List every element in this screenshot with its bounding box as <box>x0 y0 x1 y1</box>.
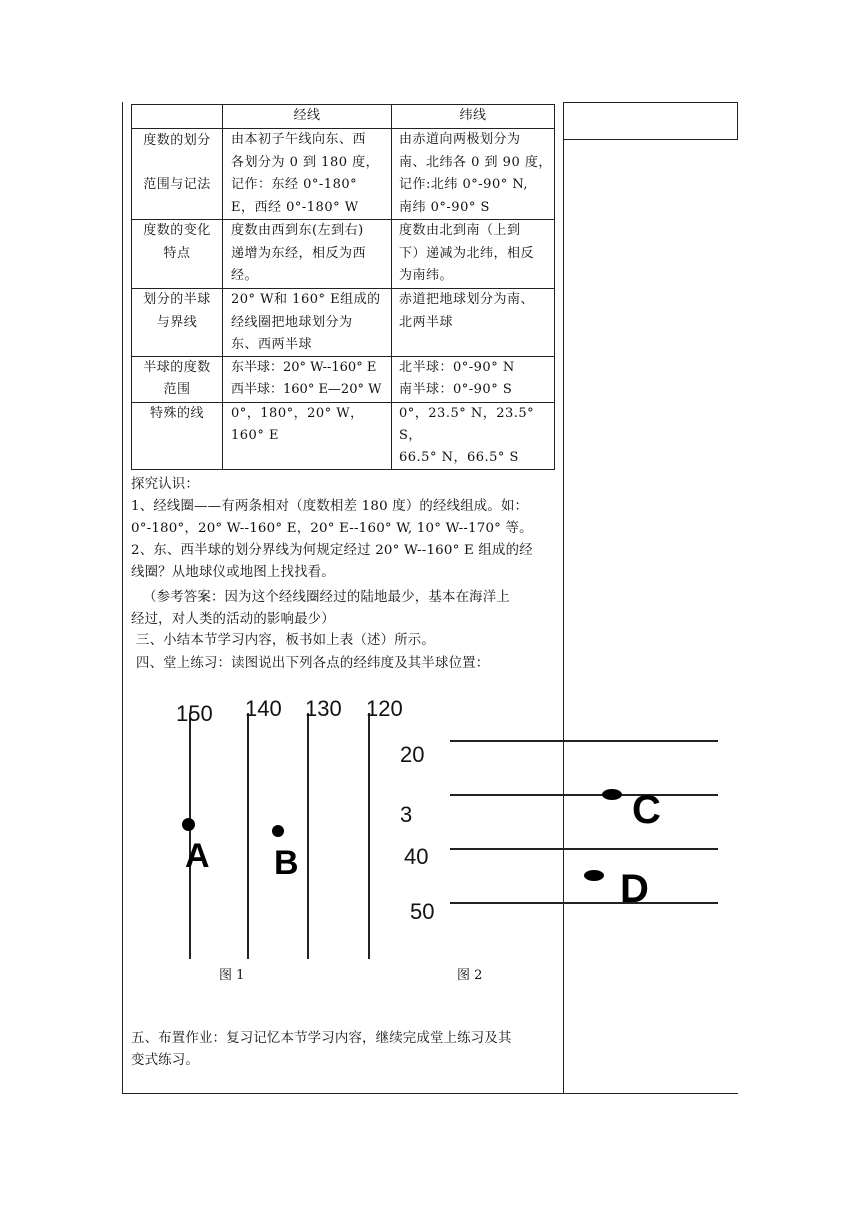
outer-frame-right-top <box>563 102 738 103</box>
paragraph-hemisphere-question: 2、东、西半球的划分界线为何规定经过 20° W--160° E 组成的经 线圈？从地球仪或地图上找找看。 <box>131 543 533 580</box>
longitude-label: 140 <box>245 696 282 721</box>
point-d-label: D <box>620 867 649 911</box>
point-c-label: C <box>632 788 661 832</box>
outer-frame-right <box>737 102 738 140</box>
latitude-label: 20 <box>400 742 425 767</box>
paragraph-reference-answer: （参考答案：因为这个经线圈经过的陆地最少，基本在海洋上 经过，对人类的活动的影响最少） <box>131 590 510 627</box>
point-c-marker <box>602 789 622 800</box>
latitude-line <box>450 902 718 904</box>
latitude-line <box>450 740 718 742</box>
outer-frame-bottom <box>122 1093 738 1094</box>
latitude-line <box>450 848 718 850</box>
table-grid-v3 <box>554 104 555 469</box>
table-header-parallel: 纬线 <box>459 108 487 123</box>
table-cell-meridian: 20° W和 160° E组成的 经线圈把地球划分为 东、西两半球 <box>231 292 381 352</box>
outer-frame-divider <box>563 102 564 1094</box>
longitude-line <box>307 713 309 959</box>
table-cell-parallel: 赤道把地球划分为南、 北两半球 <box>399 292 535 330</box>
paragraph-exercise: 四、堂上练习：读图说出下列各点的经纬度及其半球位置： <box>136 656 490 671</box>
table-row-label: 度数的划分 范围与记法 <box>143 133 211 192</box>
longitude-line <box>368 713 370 959</box>
longitude-label: 120 <box>366 696 403 721</box>
paragraph-great-circle: 1、经线圈——有两条相对（度数相差 180 度）的经线组成。如： 0°-180°，20° W--160° E，20° E--160° W, 10° W--170° 等。 <box>131 499 533 536</box>
point-a-label: A <box>185 837 210 875</box>
table-cell-meridian: 度数由西到东(左到右) 递增为东经，相反为西 经。 <box>231 223 367 283</box>
table-row-label: 划分的半球 与界线 <box>143 292 211 330</box>
table-header-meridian: 经线 <box>293 108 321 123</box>
point-b-label: B <box>274 844 299 882</box>
longitude-label: 130 <box>305 696 342 721</box>
point-a-marker <box>182 818 195 831</box>
table-cell-parallel: 北半球：0°-90° N 南半球：0°-90° S <box>399 360 515 397</box>
table-cell-parallel: 由赤道向两极划分为 南、北纬各 0 到 90 度， 记作:北纬 0°-90° N, 南纬 0°-90° S <box>399 132 552 215</box>
table-cell-parallel: 0°，23.5° N，23.5° S， 66.5° N，66.5° S <box>399 406 535 465</box>
table-cell-parallel: 度数由北到南（上到 下）递减为北纬，相反 为南纬。 <box>399 223 535 283</box>
table-cell-meridian: 0°，180°，20° W， 160° E <box>231 406 364 443</box>
table-row-label: 度数的变化 特点 <box>143 223 211 261</box>
outer-frame-left <box>122 102 123 1094</box>
point-b-marker <box>272 825 284 837</box>
paragraph-homework: 五、布置作业：复习记忆本节学习内容，继续完成堂上练习及其 变式练习。 <box>131 1031 512 1068</box>
table-cell-meridian: 东半球：20° W--160° E 西半球：160° E—20° W <box>231 360 382 397</box>
latitude-label: 3 <box>400 802 413 827</box>
table-row-label: 特殊的线 <box>149 406 204 421</box>
figure-1-caption: 图 1 <box>219 968 245 983</box>
table-cell-meridian: 由本初子午线向东、西 各划分为 0 到 180 度， 记作：东经 0°-180° E，西经 0°-180° W <box>231 132 380 215</box>
point-d-marker <box>584 870 604 881</box>
longitude-line <box>189 713 191 959</box>
table-grid-v1 <box>222 104 223 469</box>
latitude-label: 40 <box>404 844 429 869</box>
longitude-label: 150 <box>176 701 213 726</box>
explore-title: 探究认识： <box>131 477 199 492</box>
figure-2-caption: 图 2 <box>457 968 483 983</box>
latitude-line <box>450 794 718 796</box>
longitude-line <box>247 713 249 959</box>
table-grid-h6 <box>131 469 555 470</box>
paragraph-summary: 三、小结本节学习内容，板书如上表（述）所示。 <box>136 633 435 648</box>
table-grid-v2 <box>391 104 392 469</box>
outer-frame-right-row <box>563 139 738 140</box>
latitude-label: 50 <box>410 899 435 924</box>
table-row-label: 半球的度数 范围 <box>143 360 211 397</box>
